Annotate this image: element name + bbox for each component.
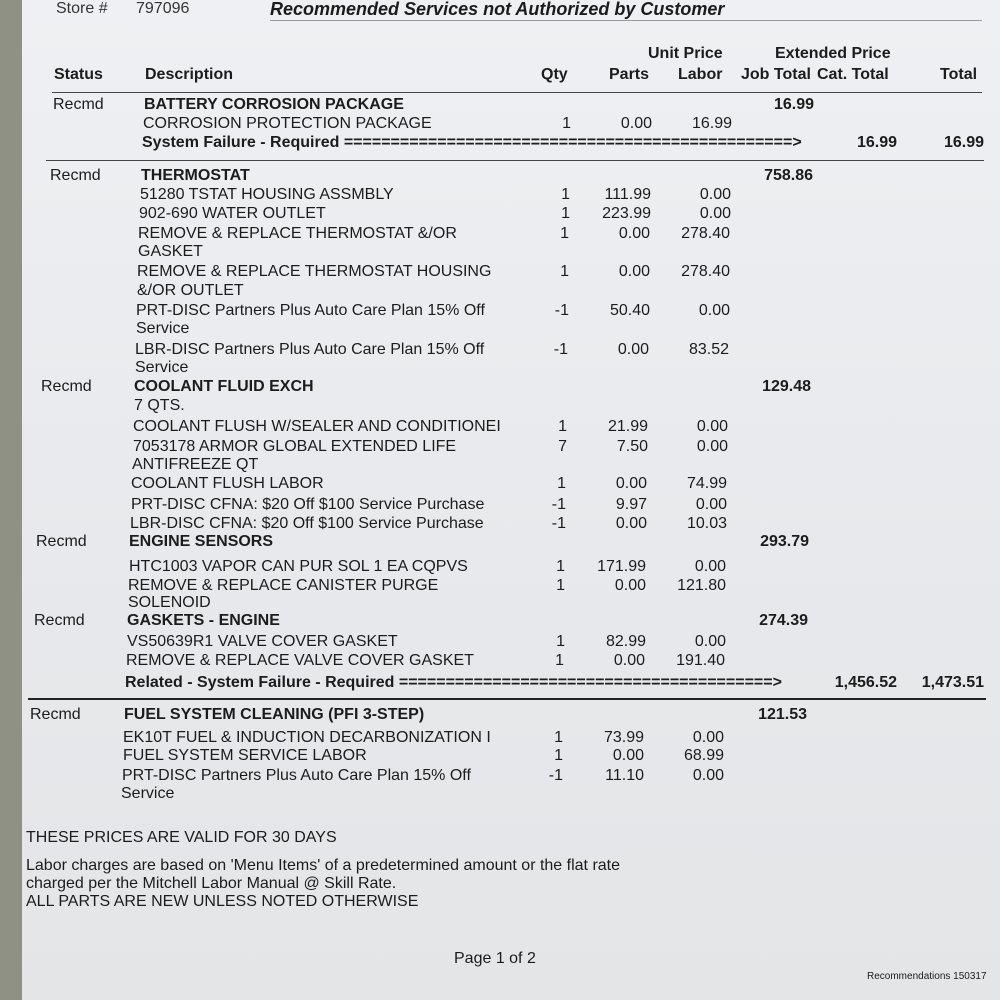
labor-price-cell: 278.40	[681, 263, 730, 280]
labor-price-cell: 0.00	[698, 302, 730, 319]
parts-price-cell: 0.00	[618, 263, 650, 280]
labor-price-cell: 191.40	[676, 652, 725, 669]
line-description: ANTIFREEZE QT	[132, 456, 259, 473]
job-total-cell: 16.99	[773, 96, 814, 113]
cat-total-cell: 16.99	[856, 134, 897, 151]
line-description: REMOVE & REPLACE CANISTER PURGE	[128, 577, 439, 594]
qty-cell: 1	[556, 633, 565, 650]
labor-price-cell: 74.99	[686, 475, 727, 492]
line-description: Service	[121, 785, 175, 802]
line-description: SOLENOID	[128, 594, 211, 611]
store-number: 797096	[136, 0, 190, 17]
section-divider	[28, 698, 986, 700]
qty-cell: 1	[554, 747, 563, 764]
labor-price-cell: 0.00	[696, 438, 728, 455]
qty-cell: -1	[553, 341, 568, 358]
qty-cell: 7	[558, 438, 567, 455]
status-cell: Recmd	[36, 533, 87, 550]
estimate-page	[22, 0, 1000, 1000]
qty-cell: -1	[551, 515, 566, 532]
labor-price-cell: 121.80	[677, 577, 726, 594]
labor-price-cell: 0.00	[695, 496, 727, 513]
job-title: System Failure - Required ================================================>	[142, 134, 802, 151]
description-header: Description	[145, 66, 234, 83]
qty-cell: 1	[554, 729, 563, 746]
status-cell: Recmd	[41, 378, 92, 395]
line-description: 51280 TSTAT HOUSING ASSMBLY	[140, 186, 394, 203]
qty-cell: 1	[557, 475, 566, 492]
line-description: LBR-DISC CFNA: $20 Off $100 Service Purchase	[130, 515, 484, 532]
labor-header: Labor	[678, 66, 723, 83]
qty-cell: 1	[556, 558, 565, 575]
labor-price-cell: 0.00	[692, 729, 724, 746]
parts-price-cell: 50.40	[609, 302, 650, 319]
labor-price-cell: 0.00	[699, 186, 731, 203]
parts-price-cell: 21.99	[607, 418, 648, 435]
parts-price-cell: 0.00	[613, 652, 645, 669]
parts-price-cell: 223.99	[602, 205, 651, 222]
line-description: HTC1003 VAPOR CAN PUR SOL 1 EA CQPVS	[129, 558, 468, 575]
job-title: BATTERY CORROSION PACKAGE	[144, 96, 404, 113]
title-underline	[270, 20, 982, 21]
labor-note-cont: charged per the Mitchell Labor Manual @ Skill Rate.	[26, 875, 397, 892]
parts-price-cell: 7.50	[616, 438, 648, 455]
total-cell: 1,473.51	[921, 674, 984, 691]
header-divider	[52, 92, 982, 93]
job-total-cell: 121.53	[758, 706, 807, 723]
validity-note: THESE PRICES ARE VALID FOR 30 DAYS	[26, 829, 337, 846]
line-description: &/OR OUTLET	[137, 282, 244, 299]
labor-price-cell: 0.00	[694, 558, 726, 575]
labor-price-cell: 278.40	[681, 225, 730, 242]
status-cell: Recmd	[30, 706, 81, 723]
labor-price-cell: 16.99	[691, 115, 732, 132]
labor-price-cell: 83.52	[688, 341, 729, 358]
line-description: FUEL SYSTEM SERVICE LABOR	[123, 747, 367, 764]
labor-price-cell: 0.00	[692, 767, 724, 784]
line-description: VS50639R1 VALVE COVER GASKET	[127, 633, 398, 650]
parts-price-cell: 111.99	[604, 186, 651, 203]
status-header: Status	[54, 66, 103, 83]
line-description: REMOVE & REPLACE THERMOSTAT &/OR	[138, 225, 457, 242]
parts-price-cell: 0.00	[620, 115, 652, 132]
parts-price-cell: 0.00	[614, 577, 646, 594]
qty-cell: 1	[555, 652, 564, 669]
status-cell: Recmd	[34, 612, 85, 629]
parts-price-cell: 0.00	[615, 515, 647, 532]
qty-cell: 1	[560, 263, 569, 280]
line-description: GASKET	[138, 243, 203, 260]
line-description: Service	[135, 359, 189, 376]
line-description: Service	[136, 320, 190, 337]
job-title: THERMOSTAT	[141, 167, 250, 184]
parts-price-cell: 0.00	[612, 747, 644, 764]
line-description: EK10T FUEL & INDUCTION DECARBONIZATION I	[123, 729, 491, 746]
store-label: Store #	[56, 0, 108, 17]
qty-cell: 1	[561, 205, 570, 222]
parts-price-cell: 9.97	[615, 496, 647, 513]
page-number: Page 1 of 2	[454, 950, 536, 967]
job-title: COOLANT FLUID EXCH	[134, 378, 314, 395]
job-title: FUEL SYSTEM CLEANING (PFI 3-STEP)	[124, 706, 425, 723]
line-description: COOLANT FLUSH W/SEALER AND CONDITIONEI	[133, 418, 501, 435]
extended-price-header: Extended Price	[775, 45, 891, 62]
parts-price-cell: 11.10	[605, 767, 644, 784]
qty-cell: 1	[562, 115, 571, 132]
qty-header: Qty	[541, 66, 568, 83]
qty-cell: -1	[551, 496, 566, 513]
line-description: PRT-DISC Partners Plus Auto Care Plan 15% Off	[136, 302, 485, 319]
parts-price-cell: 171.99	[597, 558, 646, 575]
parts-price-cell: 0.00	[615, 475, 647, 492]
parts-price-cell: 0.00	[618, 225, 650, 242]
labor-price-cell: 0.00	[694, 633, 726, 650]
qty-cell: 1	[558, 418, 567, 435]
parts-price-cell: 0.00	[617, 341, 649, 358]
labor-price-cell: 68.99	[683, 747, 724, 764]
job-total-cell: 129.48	[762, 378, 811, 395]
labor-note: Labor charges are based on 'Menu Items' of a predetermined amount or the flat rate	[26, 857, 621, 874]
total-cell: 16.99	[943, 134, 984, 151]
status-cell: Recmd	[53, 96, 104, 113]
qty-cell: -1	[554, 302, 569, 319]
cat-total-cell: 1,456.52	[834, 674, 897, 691]
labor-price-cell: 10.03	[686, 515, 727, 532]
labor-price-cell: 0.00	[696, 418, 728, 435]
form-id: Recommendations 150317	[867, 971, 987, 982]
section-divider	[46, 160, 984, 161]
labor-price-cell: 0.00	[699, 205, 731, 222]
line-description: CORROSION PROTECTION PACKAGE	[143, 115, 432, 132]
cat-total-header: Cat. Total	[817, 66, 889, 83]
line-description: PRT-DISC CFNA: $20 Off $100 Service Purchase	[131, 496, 485, 513]
parts-header: Parts	[609, 66, 650, 83]
job-title: ENGINE SENSORS	[129, 533, 274, 550]
job-title: GASKETS - ENGINE	[127, 612, 280, 629]
parts-price-cell: 73.99	[603, 729, 644, 746]
job-total-cell: 274.39	[759, 612, 808, 629]
line-description: LBR-DISC Partners Plus Auto Care Plan 15% Off	[135, 341, 485, 358]
job-total-cell: 758.86	[764, 167, 813, 184]
job-title: Related - System Failure - Required ========================================>	[125, 674, 782, 691]
total-header: Total	[940, 66, 978, 83]
qty-cell: -1	[548, 767, 563, 784]
qty-cell: 1	[561, 186, 570, 203]
parts-note: ALL PARTS ARE NEW UNLESS NOTED OTHERWISE	[26, 893, 419, 910]
line-description: COOLANT FLUSH LABOR	[131, 475, 324, 492]
line-description: REMOVE & REPLACE VALVE COVER GASKET	[126, 652, 474, 669]
parts-price-cell: 82.99	[605, 633, 646, 650]
line-description: 902-690 WATER OUTLET	[139, 205, 326, 222]
unit-price-header: Unit Price	[648, 45, 723, 62]
qty-cell: 1	[560, 225, 569, 242]
line-description: 7 QTS.	[134, 397, 185, 414]
job-total-cell: 293.79	[760, 533, 809, 550]
line-description: 7053178 ARMOR GLOBAL EXTENDED LIFE	[133, 438, 457, 455]
line-description: REMOVE & REPLACE THERMOSTAT HOUSING	[137, 263, 492, 280]
line-description: PRT-DISC Partners Plus Auto Care Plan 15% Off	[122, 767, 471, 784]
status-cell: Recmd	[50, 167, 101, 184]
job-total-header: Job Total	[741, 66, 811, 83]
qty-cell: 1	[556, 577, 565, 594]
page-title: Recommended Services not Authorized by Customer	[270, 0, 725, 19]
